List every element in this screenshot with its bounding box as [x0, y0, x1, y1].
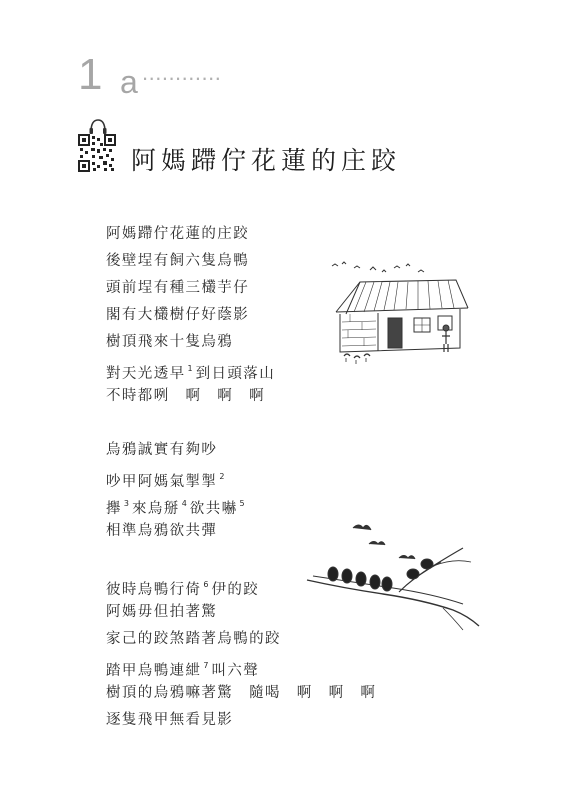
footnote-marker: 2 [219, 472, 225, 481]
footnote-marker: 5 [239, 499, 245, 508]
poem-text: 到日頭落山 [195, 366, 276, 382]
poem-line: 後壁埕有飼六隻烏鴨 [106, 253, 250, 269]
poem-line: 樹頂飛來十隻烏鴉 [106, 334, 234, 350]
poem-line: 不時都咧 啊 啊 啊 [106, 388, 265, 404]
poem-line: 阿媽蹛佇花蓮的庄跤 [106, 226, 250, 242]
poem-line [106, 494, 248, 519]
poem-text: 攑 [106, 501, 122, 517]
poem-text: 伊的跤 [211, 582, 260, 598]
poem-line [106, 575, 259, 600]
poem-line [106, 656, 259, 681]
poem-line: 逐隻飛甲無看見影 [106, 712, 234, 728]
poem-line [106, 467, 227, 492]
poem-text: 叫六聲 [211, 663, 260, 679]
poem-text: 彼時烏鴨行倚 [106, 582, 202, 598]
poem-line: 頭前埕有種三欉芋仔 [106, 280, 250, 296]
chapter-number: 1 [78, 50, 103, 99]
poem-text: 吵甲阿媽氣掣掣 [106, 474, 218, 490]
poem-line: 相準烏鴉欲共彈 [106, 523, 218, 539]
crows-on-branch-illustration [303, 518, 481, 638]
poem-line: 家己的跤煞踏著烏鴨的跤 [106, 631, 281, 647]
footnote-marker: 1 [187, 364, 193, 373]
footnote-marker: 3 [123, 499, 129, 508]
poem-line: 閣有大欉樹仔好蔭影 [106, 307, 250, 323]
chapter-letter: a [120, 64, 138, 100]
poem-text: 踏甲烏鴨連紲 [106, 663, 202, 679]
poem-line: 阿媽毋但拍著驚 [106, 604, 218, 620]
poem-line: 樹頂的烏鴉嘛著驚 隨喝 啊 啊 啊 [106, 685, 377, 701]
chapter-dots: ............ [142, 60, 222, 85]
qr-code[interactable] [78, 134, 116, 172]
poem-title: 阿媽蹛佇花蓮的庄跤 [131, 146, 402, 175]
house-illustration [318, 252, 478, 370]
footnote-marker: 7 [203, 661, 209, 670]
poem-line: 烏鴉誠實有夠吵 [106, 442, 218, 458]
footnote-marker: 6 [203, 580, 209, 589]
poem-text: 欲共嚇 [189, 501, 238, 517]
poem-text: 對天光透早 [106, 366, 186, 382]
footnote-marker: 4 [181, 499, 187, 508]
poem-line [106, 359, 275, 384]
poem-text: 來烏掰 [132, 501, 180, 517]
